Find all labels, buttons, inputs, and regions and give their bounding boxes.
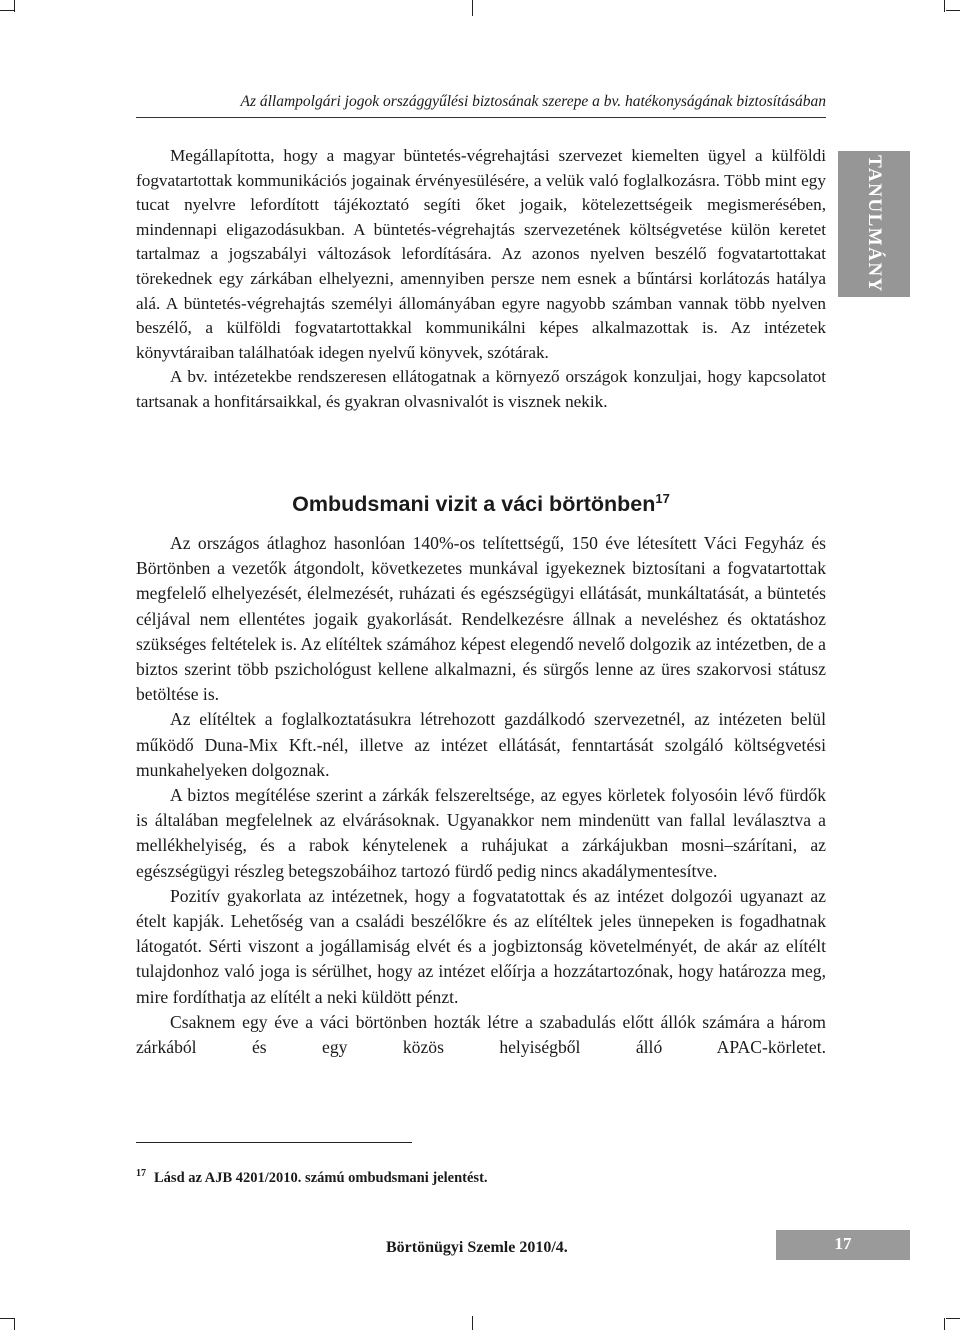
crop-mark-top-right-v [944, 0, 945, 12]
header-rule [136, 117, 826, 118]
section-heading [136, 485, 826, 518]
page-number: 17 [834, 1234, 852, 1253]
journal-title: Börtönügyi Szemle 2010/4. [386, 1239, 568, 1256]
running-header: Az állampolgári jogok országgyűlési biztosának szerepe a bv. hatékonyságának biztosításában [240, 93, 826, 110]
section-body [136, 531, 826, 1060]
body-paragraph-2: Az elítéltek a foglalkoztatásukra létrehozott gazdálkodó szervezetnél, az intézeten belül működő Duna-Mix Kft.-nél, illetve az intézet ellátását, fenntartását szolgáló költségvetési munkahelyeken dolgoznak. [136, 709, 826, 780]
section-heading-text: Ombudsmani vizit a váci börtönben [292, 492, 656, 517]
footnote-text: Lásd az AJB 4201/2010. számú ombudsmani jelentést. [154, 1169, 488, 1186]
body-paragraph-4: Pozitív gyakorlata az intézetnek, hogy a fogvatatottak és az intézet dolgozói ugyanazt az ételt kapják. Lehetőség van a családi beszélőkre és az elítéltek jeles ünnepeken is fogadhatnak látogatót. Sérti viszont a jogállamiság elvét és a jogbiztonság követelményét, de akár az elítélt tulajdonhoz való joga is sérülhet, hogy az intézet előírja a hozzátartozónak, hogy határozza meg, mire fordíthatja az elítélt a neki küldött pénzt. [136, 885, 826, 1007]
side-tab-label: TANULMÁNY [864, 155, 885, 293]
footnote-reference[interactable]: 17 [655, 491, 670, 506]
body-paragraph-5: Csaknem egy éve a váci börtönben hozták létre a szabadulás előtt állók számára a három zárkából és egy közös helyiségből álló APAC-körletet. [136, 1011, 826, 1058]
crop-mark-top-left-h [0, 10, 14, 11]
section-side-tab [838, 151, 910, 297]
body-paragraph-3: A biztos megítélése szerint a zárkák felszereltsége, az egyes körletek folyosóin lévő fürdők is általában megfelelnek az elvárásoknak. Ugyanakkor nem mindenütt van fallal leválasztva a mellékhelyiség, és a rabok kénytelenek a ruhájukat a zárkájukban mosni–szárítani, az egészségügyi részleg betegszobáihoz tartozó fürdő pedig nincs akadálymentesítve. [136, 785, 826, 881]
crop-mark-bottom-left-h [0, 1318, 14, 1319]
page-number-box [776, 1230, 910, 1260]
intro-paragraph-2: A bv. intézetekbe rendszeresen ellátogatnak a környező országok konzuljai, hogy kapcsolatot tartsanak a honfitársaikkal, és gyakran olvasnivalót is visznek nekik. [136, 367, 826, 411]
crop-mark-top-right-h [946, 10, 960, 11]
crop-mark-top-left-v [14, 0, 15, 12]
footnote-number: 17 [136, 1168, 146, 1179]
crop-mark-bottom-right-h [946, 1318, 960, 1319]
crop-mark-bottom-center [472, 1316, 473, 1330]
intro-text [136, 144, 826, 415]
crop-mark-bottom-right-v [944, 1318, 945, 1330]
footnote-separator [136, 1142, 412, 1143]
footnote [136, 1165, 488, 1187]
intro-paragraph-1: Megállapította, hogy a magyar büntetés-végrehajtási szervezet kiemelten ügyel a külföldi fogvatartottak kommunikációs jogainak érvényesülésére, a velük való foglalkozásra. Több mint egy tucat nyelvre lefordított tájékoztató segíti őket jogaik, kötelezettségeik megismerésében, mindennapi eligazodásukban. A büntetés-végrehajtás szervezetének költségvetése külön keretet tartalmaz a jogszabályi változások lefordítására. Az azonos nyelven beszélő fogvatartottakat törekednek egy zárkában elhelyezni, amennyiben persze nem esnek a bűntársi korlátozás hatálya alá. A büntetés-végrehajtás személyi állományában egyre nagyobb számban vannak több nyelven beszélő, a külföldi fogvatartottakkal kommunikálni képes alkalmazottak is. Az intézetek könyvtáraiban találhatóak idegen nyelvű könyvek, szótárak. [136, 146, 826, 362]
body-paragraph-1: Az országos átlaghoz hasonlóan 140%-os telítettségű, 150 éve létesített Váci Fegyház és Börtönben a vezetők átgondolt, következetes munkával igyekeznek biztosítani a fogvatartottak megfelelő elhelyezését, élelmezését, ruházati és egészségügyi ellátását, munkáltatását, a büntetés céljával nem ellentétes jogaik gyakorlását. Rendelkezésre állnak a neveléshez és oktatáshoz szükséges feltételek is. Az elítéltek számához képest elegendő nevelő dolgozik az intézetben, de a biztos szerint több pszichológust kellene alkalmazni, és sürgős lenne az üres szakorvosi státusz betöltése is. [136, 533, 826, 705]
crop-mark-top-center [472, 0, 473, 16]
crop-mark-bottom-left-v [14, 1318, 15, 1330]
